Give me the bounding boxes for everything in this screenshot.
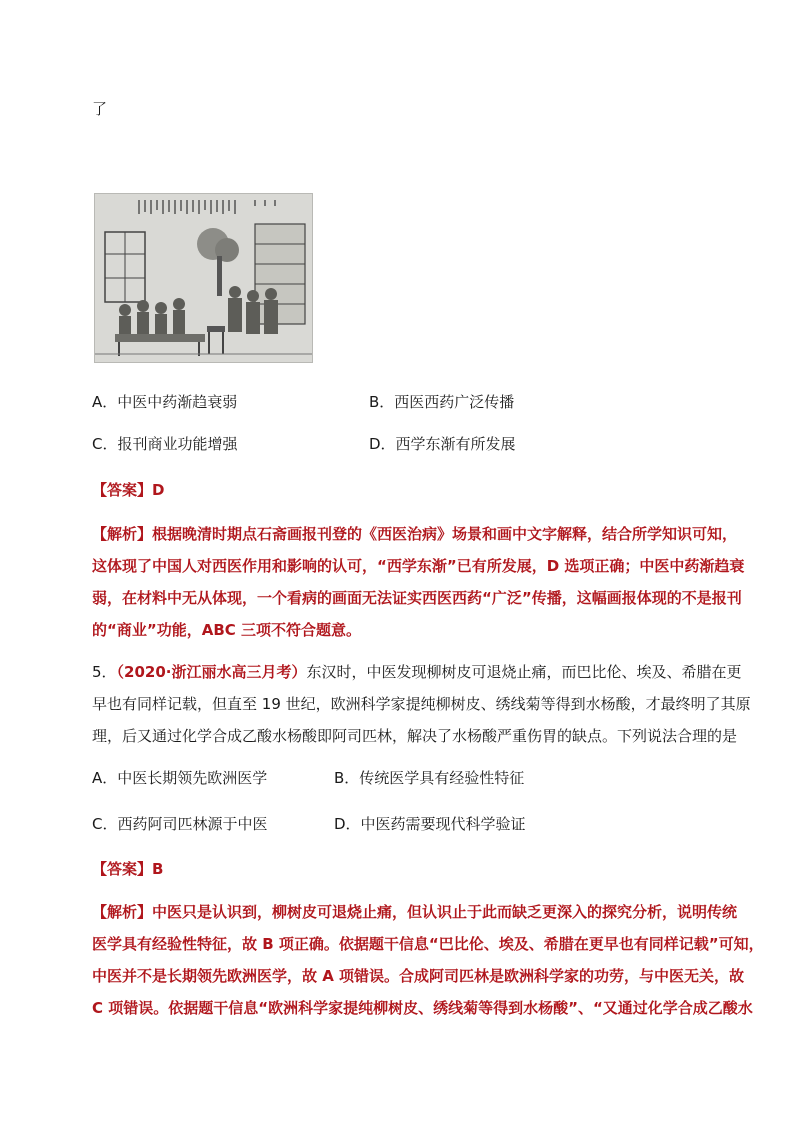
illustration-drawing <box>95 194 312 362</box>
q5-option-a: A．中医长期领先欧洲医学 <box>92 769 268 787</box>
q4-explanation-line-4: 的“商业”功能，ABC 三项不符合题意。 <box>92 621 361 639</box>
q5-answer: 【答案】B <box>92 860 164 878</box>
q4-explanation-line-3: 弱，在材料中无从体现，一个看病的画面无法证实西医西药“广泛”传播，这幅画报体现的不是报刊 <box>92 589 742 607</box>
q4-answer: 【答案】D <box>92 481 165 499</box>
q5-stem-line-3: 理，后又通过化学合成乙酸水杨酸即阿司匹林，解决了水杨酸严重伤胃的缺点。下列说法合理的是 <box>92 727 738 745</box>
q4-option-d: D．西学东渐有所发展 <box>369 435 516 453</box>
q5-source: （2020·浙江丽水高三月考） <box>116 663 307 681</box>
q5-option-b: B．传统医学具有经验性特征 <box>334 769 525 787</box>
q5-option-c: C．西药阿司匹林源于中医 <box>92 815 268 833</box>
q5-number: 5． <box>92 663 117 681</box>
trailing-text: 了 <box>92 100 108 118</box>
q5-stem-line-2: 早也有同样记载，但直至 19 世纪，欧洲科学家提纯柳树皮、绣线菊等得到水杨酸，才最终明了其原 <box>92 695 751 713</box>
lithograph-illustration <box>94 193 313 363</box>
q4-option-c: C．报刊商业功能增强 <box>92 435 238 453</box>
q5-explanation-line-4: C 项错误。依据题干信息“欧洲科学家提纯柳树皮、绣线菊等得到水杨酸”、“又通过化学合成乙酸水 <box>92 999 753 1017</box>
q5-option-d: D．中医药需要现代科学验证 <box>334 815 526 833</box>
q4-option-a: A．中医中药渐趋衰弱 <box>92 393 238 411</box>
q4-option-b: B．西医西药广泛传播 <box>369 393 515 411</box>
q5-explanation-line-1: 【解析】中医只是认识到，柳树皮可退烧止痛，但认识止于此而缺乏更深入的探究分析，说明传统 <box>92 903 738 921</box>
q5-explanation-line-2: 医学具有经验性特征，故 B 项正确。依据题干信息“巴比伦、埃及、希腊在更早也有同样记载”可知， <box>92 935 764 953</box>
q5-stem-line-1 <box>92 662 742 682</box>
q4-explanation-line-1: 【解析】根据晚清时期点石斋画报刊登的《西医治病》场景和画中文字解释，结合所学知识可知， <box>92 525 738 543</box>
q5-explanation-line-3: 中医并不是长期领先欧洲医学，故 A 项错误。合成阿司匹林是欧洲科学家的功劳，与中医无关，故 <box>92 967 745 985</box>
q4-explanation-line-2: 这体现了中国人对西医作用和影响的认可，“西学东渐”已有所发展，D 选项正确；中医中药渐趋衰 <box>92 557 745 575</box>
q5-stem-text-1: 东汉时，中医发现柳树皮可退烧止痛，而巴比伦、埃及、希腊在更 <box>306 663 742 681</box>
